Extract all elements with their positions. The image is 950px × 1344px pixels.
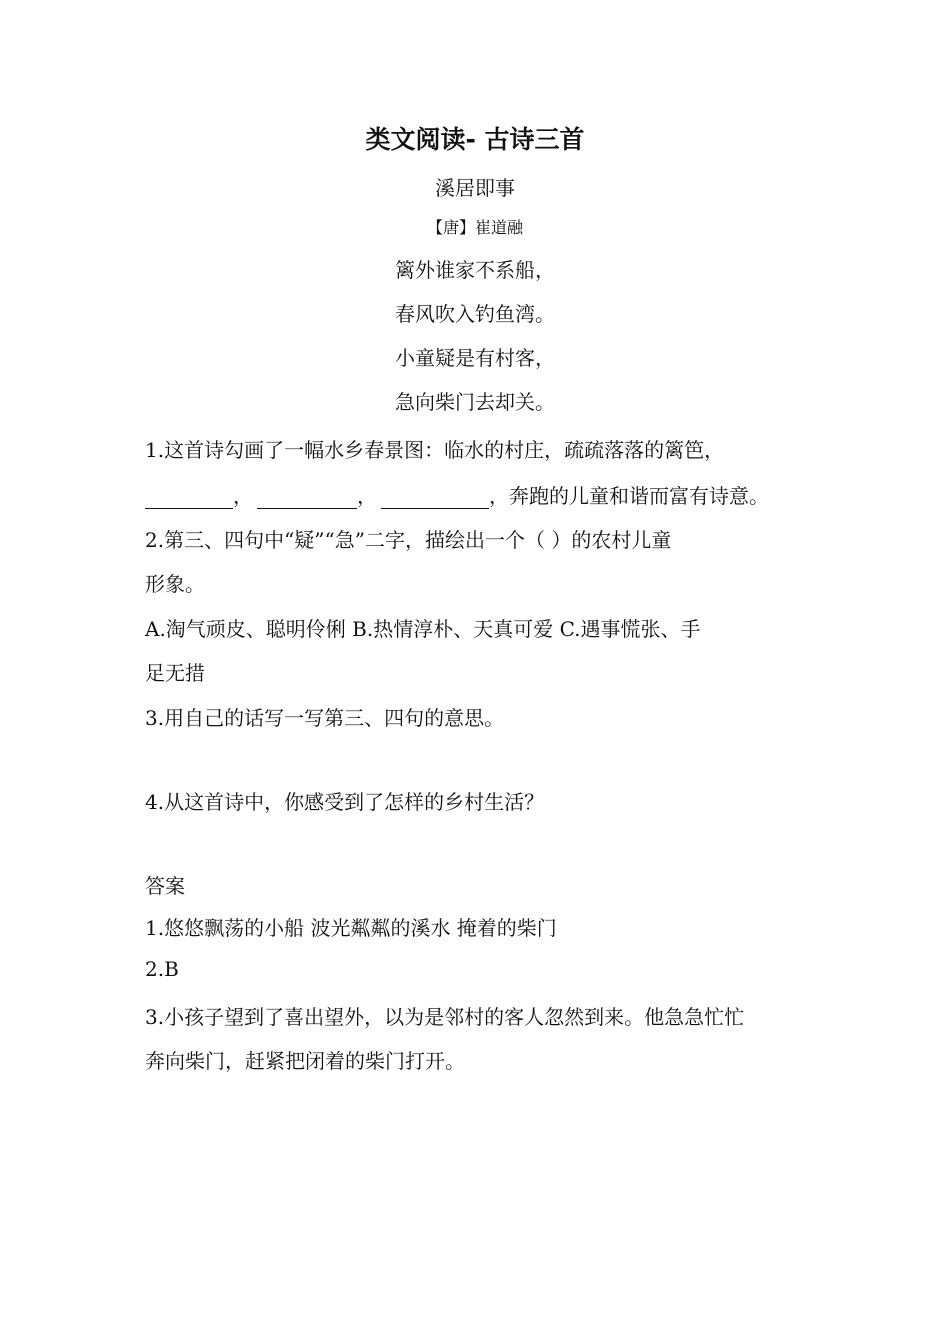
answers-heading: 答案 [145, 874, 185, 898]
poem-author: 【唐】崔道融 [426, 218, 523, 237]
answer-2: 2.B [145, 957, 179, 981]
answer-blank[interactable] [145, 488, 233, 509]
answer-3: 3.小孩子望到了喜出望外，以为是邻村的客人忽然到来。他急急忙忙 [145, 1005, 745, 1029]
answer-blank[interactable] [381, 488, 489, 509]
poem-line: 春风吹入钓鱼湾。 [395, 302, 555, 326]
question-2-text-cont: 形象。 [145, 572, 205, 596]
question-2-options: A.淘气顽皮、聪明伶俐 B.热情淳朴、天真可爱 C.遇事慌张、手 [145, 617, 701, 641]
poem-line: 篱外谁家不系船， [395, 258, 555, 282]
question-3-text: 3.用自己的话写一写第三、四句的意思。 [145, 706, 505, 730]
poem-title: 溪居即事 [435, 176, 515, 200]
separator: ， [357, 484, 377, 508]
poem-line: 急向柴门去却关。 [395, 390, 555, 414]
document-title: 类文阅读- 古诗三首 [365, 125, 585, 154]
answer-1: 1.悠悠飘荡的小船 波光粼粼的溪水 掩着的柴门 [145, 916, 557, 940]
separator: ， [233, 484, 253, 508]
question-4-text: 4.从这首诗中，你感受到了怎样的乡村生活？ [145, 790, 545, 814]
question-1-end: ，奔跑的儿童和谐而富有诗意。 [489, 484, 769, 508]
question-2-options-cont: 足无措 [145, 661, 205, 685]
question-1-blanks-line [145, 480, 769, 509]
poem-line: 小童疑是有村客， [395, 346, 555, 370]
question-2-text: 2.第三、四句中“疑”“急”二字，描绘出一个（ ）的农村儿童 [145, 528, 672, 552]
question-1-text: 1.这首诗勾画了一幅水乡春景图：临水的村庄，疏疏落落的篱笆， [145, 438, 725, 462]
answer-3-cont: 奔向柴门，赶紧把闭着的柴门打开。 [145, 1049, 465, 1073]
answer-blank[interactable] [257, 488, 357, 509]
